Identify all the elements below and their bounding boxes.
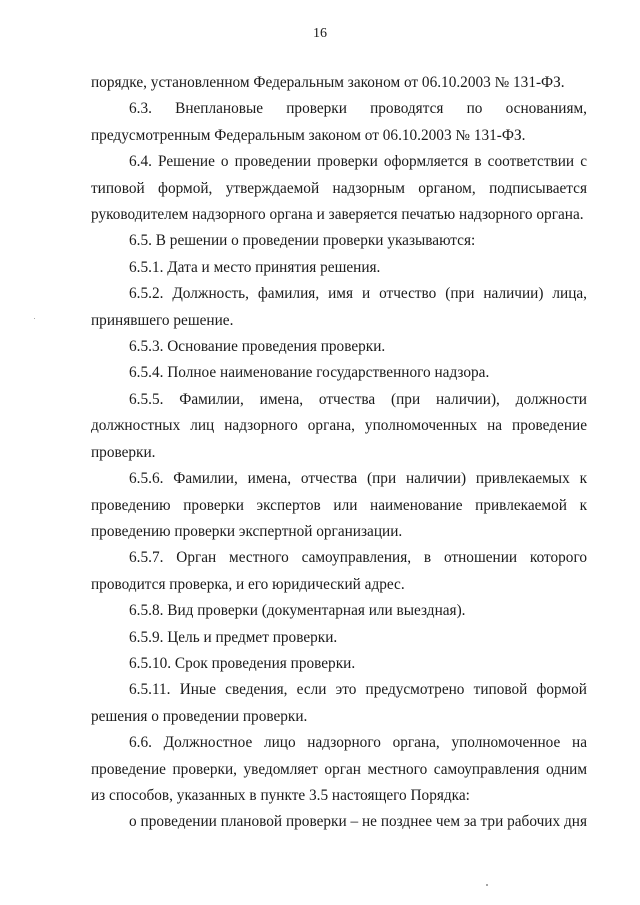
scan-speck bbox=[34, 318, 35, 319]
page-number: 16 bbox=[313, 26, 327, 41]
paragraph-continuation: порядке, установленном Федеральным законом от 06.10.2003 № 131-ФЗ. bbox=[91, 74, 565, 91]
paragraph-6-5-2: 6.5.2. Должность, фамилия, имя и отчество (при наличии) лица, принявшего решение. bbox=[91, 285, 587, 329]
scan-speck bbox=[486, 884, 488, 886]
paragraph-6-3: 6.3. Внеплановые проверки проводятся по основаниям, предусмотренным Федеральным законом от 06.10.2003 № 131-ФЗ. bbox=[91, 100, 587, 144]
paragraph-6-5-1: 6.5.1. Дата и место принятия решения. bbox=[129, 258, 381, 276]
paragraph-6-5-9: 6.5.9. Цель и предмет проверки. bbox=[129, 628, 338, 646]
paragraph-6-5-8: 6.5.8. Вид проверки (документарная или выездная). bbox=[129, 602, 466, 620]
paragraph-6-5-5: 6.5.5. Фамилии, имена, отчества (при наличии), должности должностных лиц надзорного органа, уполномоченных на проведение проверки. bbox=[91, 390, 587, 461]
paragraph-6-5-6: 6.5.6. Фамилии, имена, отчества (при наличии) привлекаемых к проведению проверки экспертов или наименование привлекаемой к проведению проверки экспертной организации. bbox=[91, 470, 587, 540]
paragraph-6-5-11: 6.5.11. Иные сведения, если это предусмотрено типовой формой решения о проведении проверки. bbox=[91, 681, 587, 725]
paragraph-6-4: 6.4. Решение о проведении проверки оформляется в соответствии с типовой формой, утверждаемой надзорным органом, подписывается руководителем надзорного органа и заверяется печатью надзорного органа. bbox=[91, 153, 587, 224]
paragraph-6-5-7: 6.5.7. Орган местного самоуправления, в отношении которого проводится проверка, и его юридический адрес. bbox=[91, 549, 587, 593]
paragraph-6-5: 6.5. В решении о проведении проверки указываются: bbox=[129, 232, 476, 250]
document-body bbox=[91, 70, 587, 836]
paragraph-6-5-4: 6.5.4. Полное наименование государственного надзора. bbox=[129, 364, 490, 382]
paragraph-6-6: 6.6. Должностное лицо надзорного органа, уполномоченное на проведение проверки, уведомляет орган местного самоуправления одним из способов, указанных в пункте 3.5 настоящего Порядка: bbox=[91, 734, 587, 804]
paragraph-notice-planned: о проведении плановой проверки – не позднее чем за три рабочих дня bbox=[129, 813, 587, 831]
paragraph-6-5-10: 6.5.10. Срок проведения проверки. bbox=[129, 654, 356, 672]
paragraph-6-5-3: 6.5.3. Основание проведения проверки. bbox=[129, 338, 386, 356]
